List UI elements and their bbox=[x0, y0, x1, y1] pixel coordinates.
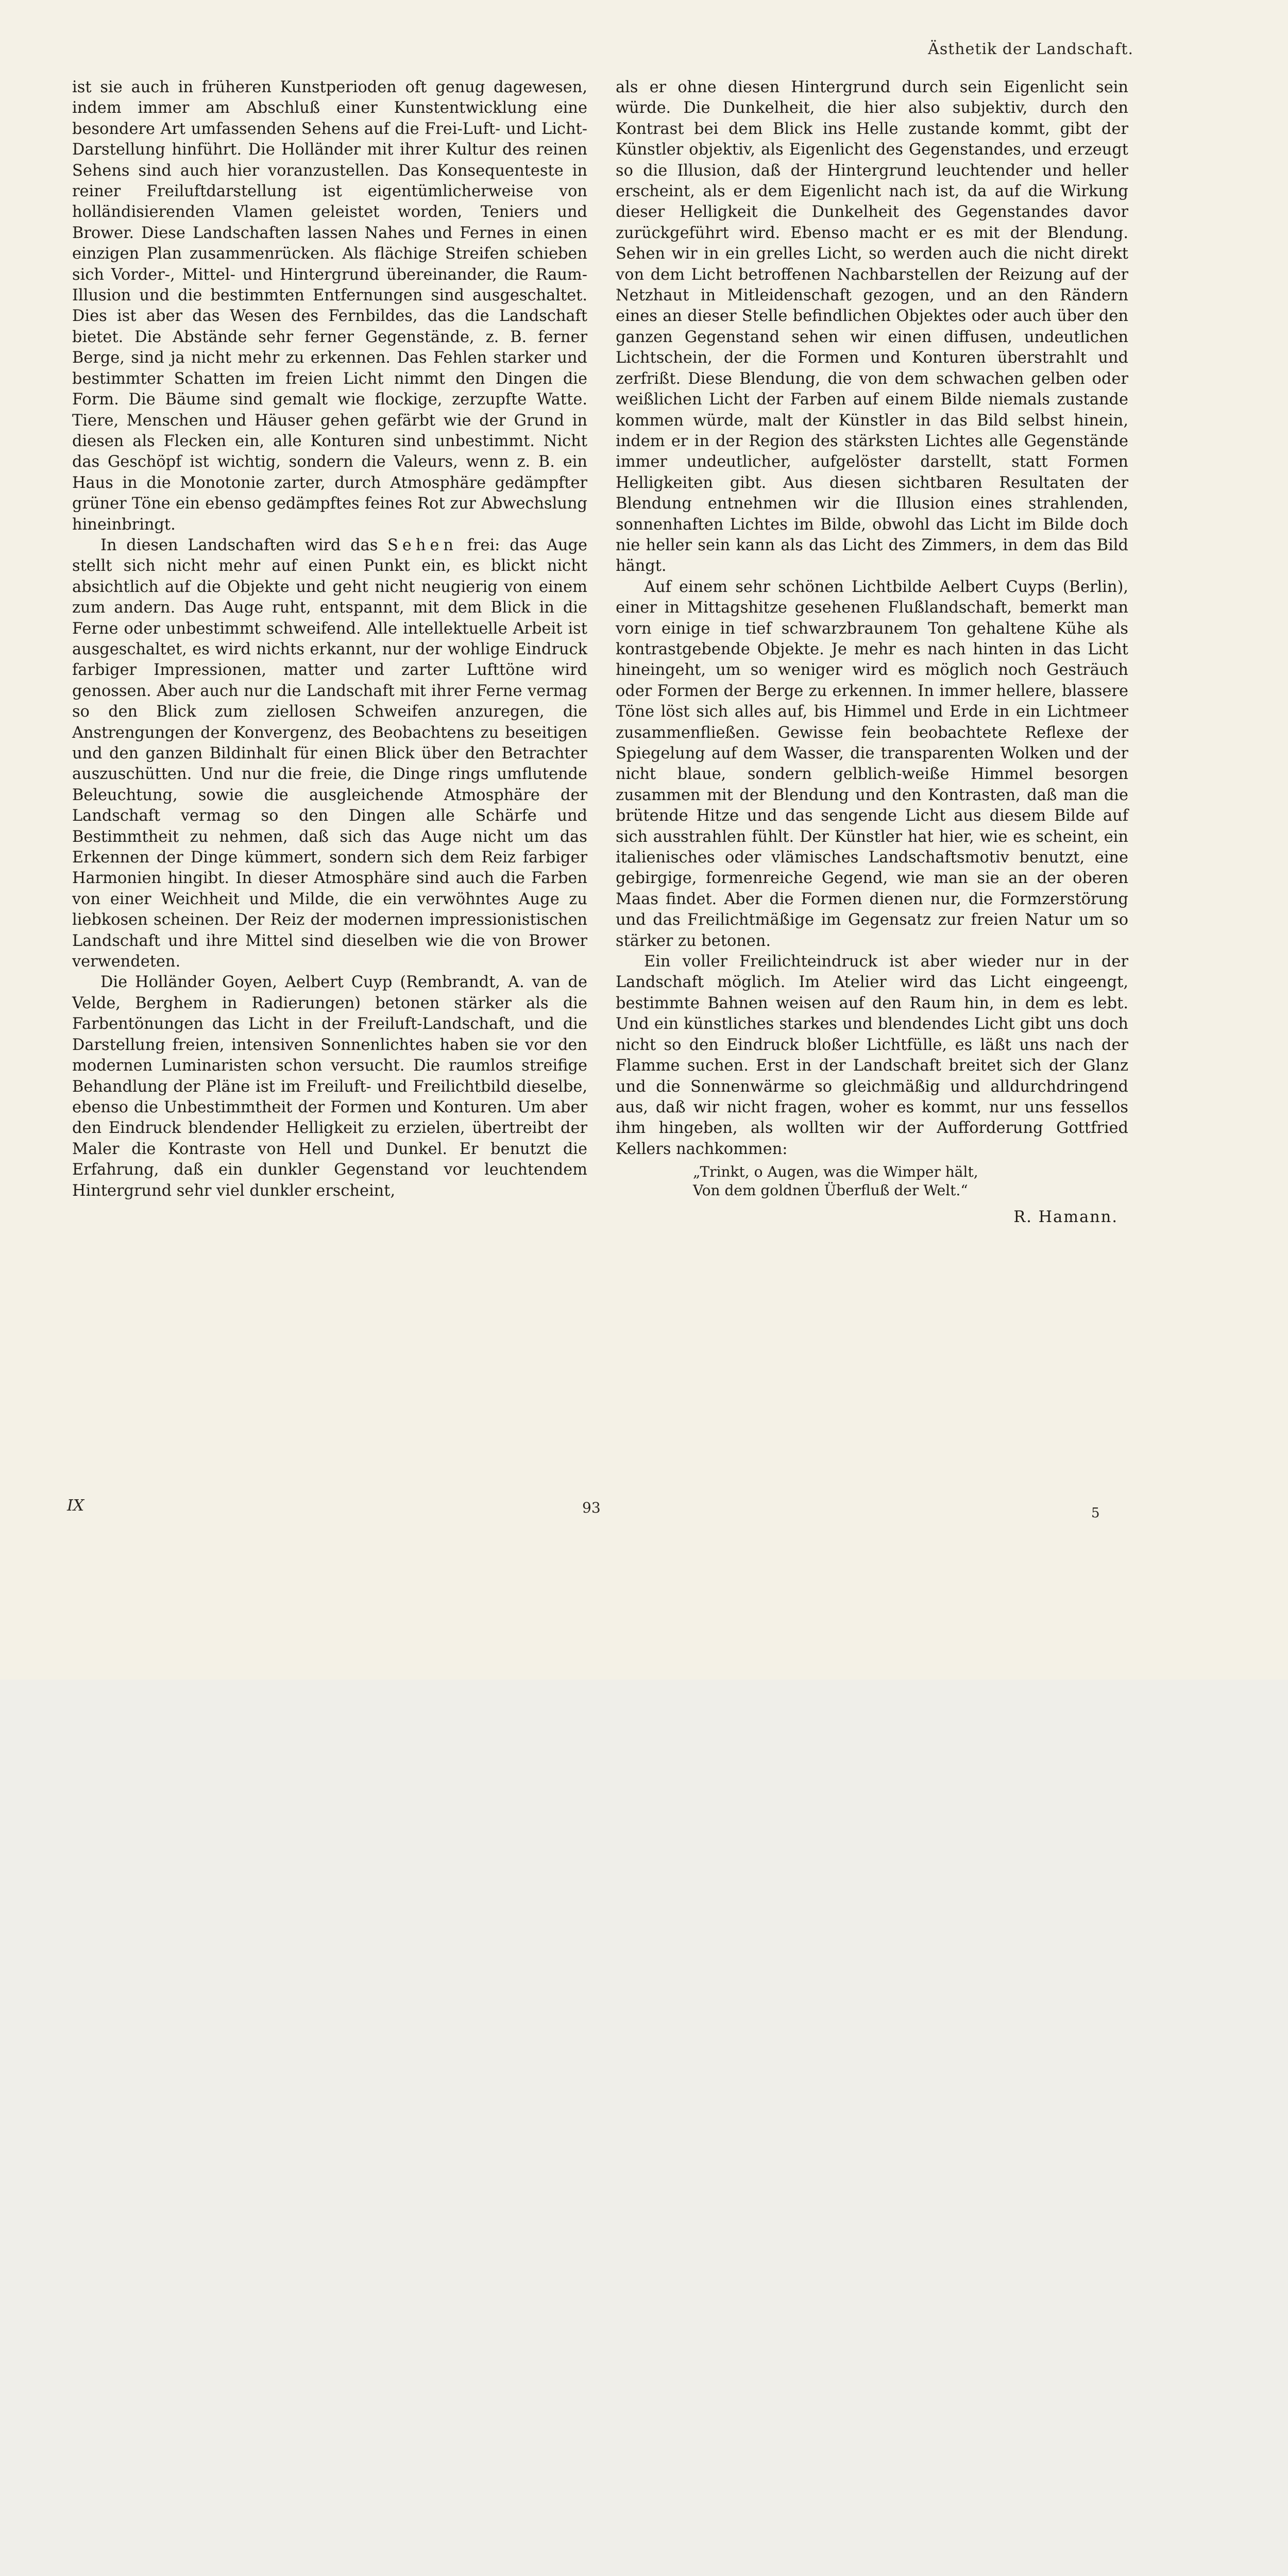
paragraph: In diesen Landschaften wird das Sehen frei: das Auge stellt sich nicht mehr auf einen Punkt ein, es blickt nicht absichtlich auf die Objekte und geht nicht neugierig von einem zum andern. Das Auge ruht, entspannt, mit dem Blick in die Ferne oder unbestimmt schweifend. Alle intellektuelle Arbeit ist ausgeschaltet, es wird nichts erkannt, nur der wohlige Eindruck farbiger Impressionen, matter und zarter Lufttöne wird genossen. Aber auch nur die Landschaft mit ihrer Ferne vermag so den Blick zum ziellosen Schweifen anzuregen, die Anstrengungen der Konvergenz, des Beobachtens zu beseitigen und den ganzen Bildinhalt für einen Blick über den Betrachter auszuschütten. Und nur die freie, die Dinge rings umflutende Beleuchtung, sowie die ausgleichende Atmosphäre der Landschaft vermag so den Dingen alle Schärfe und Bestimmtheit zu nehmen, daß sich das Auge nicht um das Erkennen der Dinge kümmert, sondern sich dem Reiz farbiger Harmonien hingibt. In dieser Atmosphäre sind auch die Farben von einer Weichheit und Milde, die ein verwöhntes Auge zu liebkosen scheinen. Der Reiz der modernen impressionistischen Landschaft und ihre Mittel sind dieselben wie die von Brower verwendeten. bbox=[72, 536, 587, 971]
paragraph: Ein voller Freilichteindruck ist aber wieder nur in der Landschaft möglich. Im Atelier wird das Licht eingeengt, bestimmte Bahnen weisen auf den Raum hin, in dem es lebt. Und ein künstliches starkes und blendendes Licht gibt uns doch nicht so den Eindruck bloßer Lichtfülle, es läßt uns nach der Flamme suchen. Erst in der Landschaft breitet sich der Glanz und die Sonnenwärme so gleichmäßig und alldurchdringend aus, daß wir nicht fragen, woher es kommt, nur uns fessellos ihm hingeben, als wollten wir der Aufforderung Gottfried Kellers nachkommen: bbox=[616, 953, 1128, 1158]
right-column bbox=[616, 77, 1128, 1228]
left-column bbox=[72, 77, 587, 1201]
emphasized-word: Sehen bbox=[387, 536, 457, 554]
paragraph: Auf einem sehr schönen Lichtbilde Aelbert Cuyps (Berlin), einer in Mittagshitze gesehenen Flußlandschaft, bemerkt man vorn einige in tief schwarzbraunem Ton gehaltene Kühe als kontrastgebende Objekte. Je mehr es nach hinten in das Licht hineingeht, um so weniger wird es möglich noch Gesträuch oder Formen der Berge zu erkennen. In immer hellere, blassere Töne löst sich alles auf, bis Himmel und Erde in ein Lichtmeer zusammenfließen. Gewisse fein beobachtete Reflexe der Spiegelung auf dem Wasser, die transparenten Wolken und der nicht blaue, sondern gelblich-weiße Himmel besorgen zusammen mit der Blendung und den Kontrasten, daß man die brütende Hitze und das sengende Licht aus diesem Bilde auf sich ausstrahlen fühlt. Der Künstler hat hier, wie es scheint, ein italienisches oder vlämisches Landschaftsmotiv benutzt, eine gebirgige, formenreiche Gegend, wie man sie an der oberen Maas findet. Aber die Formen dienen nur, die Formzerstörung und das Freilichtmäßige im Gegensatz zur freien Natur um so stärker zu betonen. bbox=[616, 578, 1128, 950]
page-number: 93 bbox=[582, 1499, 601, 1516]
author-signature: R. Hamann. bbox=[1013, 1208, 1118, 1227]
verse-quote bbox=[616, 1163, 1128, 1200]
verse-line: „Trinkt, o Augen, was die Wimper hält, bbox=[693, 1163, 978, 1181]
verse-line: Von dem goldnen Überfluß der Welt.“ bbox=[693, 1182, 968, 1199]
paragraph: ist sie auch in früheren Kunstperioden oft genug dagewesen, indem immer am Abschluß einer Kunstentwicklung eine besondere Art umfassenden Sehens auf die Frei-Luft- und Licht-Darstellung hinführt. Die Holländer mit ihrer Kultur des reinen Sehens sind auch hier voranzustellen. Das Konsequenteste in reiner Freiluftdarstellung ist eigentümlicherweise von holländisierenden Vlamen geleistet worden, Teniers und Brower. Diese Landschaften lassen Nahes und Fernes in einen einzigen Plan zusammenrücken. Als flächige Streifen schieben sich Vorder-, Mittel- und Hintergrund übereinander, die Raum-Illusion und die bestimmten Entfernungen sind ausgeschaltet. Dies ist aber das Wesen des Fernbildes, das die Landschaft bietet. Die Abstände sehr ferner Gegenstände, z. B. ferner Berge, sind ja nicht mehr zu erkennen. Das Fehlen starker und bestimmter Schatten im freien Licht nimmt den Dingen die Form. Die Bäume sind gemalt wie flockige, zerzupfte Watte. Tiere, Menschen und Häuser gehen gefärbt wie der Grund in diesen als Flecken ein, alle Konturen sind unbestimmt. Nicht das Geschöpf ist wichtig, sondern die Valeurs, wenn z. B. ein Haus in die Monotonie zarter, durch Atmosphäre gedämpfter grüner Töne ein ebenso gedämpftes feines Rot zur Abwechslung hineinbringt. bbox=[72, 78, 587, 534]
viewer-footer bbox=[0, 1680, 1288, 1750]
paragraph: Die Holländer Goyen, Aelbert Cuyp (Rembrandt, A. van de Velde, Berghem in Radierungen) betonen stärker als die Farbentönungen das Licht in der Freiluft-Landschaft, und die Darstellung freien, intensiven Sonnenlichtes haben sie vor den modernen Luminaristen schon versucht. Die raumlos streifige Behandlung der Pläne ist im Freiluft- und Freilichtbild dieselbe, ebenso die Unbestimmtheit der Formen und Konturen. Um aber den Eindruck blendender Helligkeit zu erzielen, übertreibt der Maler die Kontraste von Hell und Dunkel. Er benutzt die Erfahrung, daß ein dunkler Gegenstand vor leuchtendem Hintergrund sehr viel dunkler erscheint, bbox=[72, 973, 587, 1200]
sheet-mark: 5 bbox=[1091, 1505, 1100, 1521]
paragraph: als er ohne diesen Hintergrund durch sein Eigenlicht sein würde. Die Dunkelheit, die hier also subjektiv, durch den Kontrast bei dem Blick ins Helle zustande kommt, gibt der Künstler objektiv, als Eigenlicht des Gegenstandes, und erzeugt so die Illusion, daß der Hintergrund leuchtender und heller erscheint, als er dem Eigenlicht nach ist, da auf die Wirkung dieser Helligkeit die Dunkelheit des Gegenstandes davor zurückgeführt wird. Ebenso macht er es mit der Blendung. Sehen wir in ein grelles Licht, so werden auch die nicht direkt von dem Licht betroffenen Nachbarstellen der Reizung auf der Netzhaut in Mitleidenschaft gezogen, und an den Rändern eines an dieser Stelle befindlichen Objektes oder auch über den ganzen Gegenstand sehen wir einen diffusen, undeutlichen Lichtschein, der die Formen und Konturen überstrahlt und zerfrißt. Diese Blendung, die von dem schwachen gelben oder weißlichen Licht der Farben auf einem Bilde niemals zustande kommen würde, malt der Künstler in das Bild selbst hinein, indem er in der Region des stärksten Lichtes alle Gegenstände immer undeutlicher, aufgelöster darstellt, statt Formen Helligkeiten gibt. Aus diesen sichtbaren Resultaten der Blendung entnehmen wir die Illusion eines strahlenden, sonnenhaften Lichtes im Bilde, obwohl das Licht im Bilde doch nie heller sein kann als das Licht des Zimmers, in dem das Bild hängt. bbox=[616, 78, 1128, 575]
sheet-signature: IX bbox=[67, 1497, 84, 1515]
running-head: Ästhetik der Landschaft. bbox=[928, 40, 1133, 58]
